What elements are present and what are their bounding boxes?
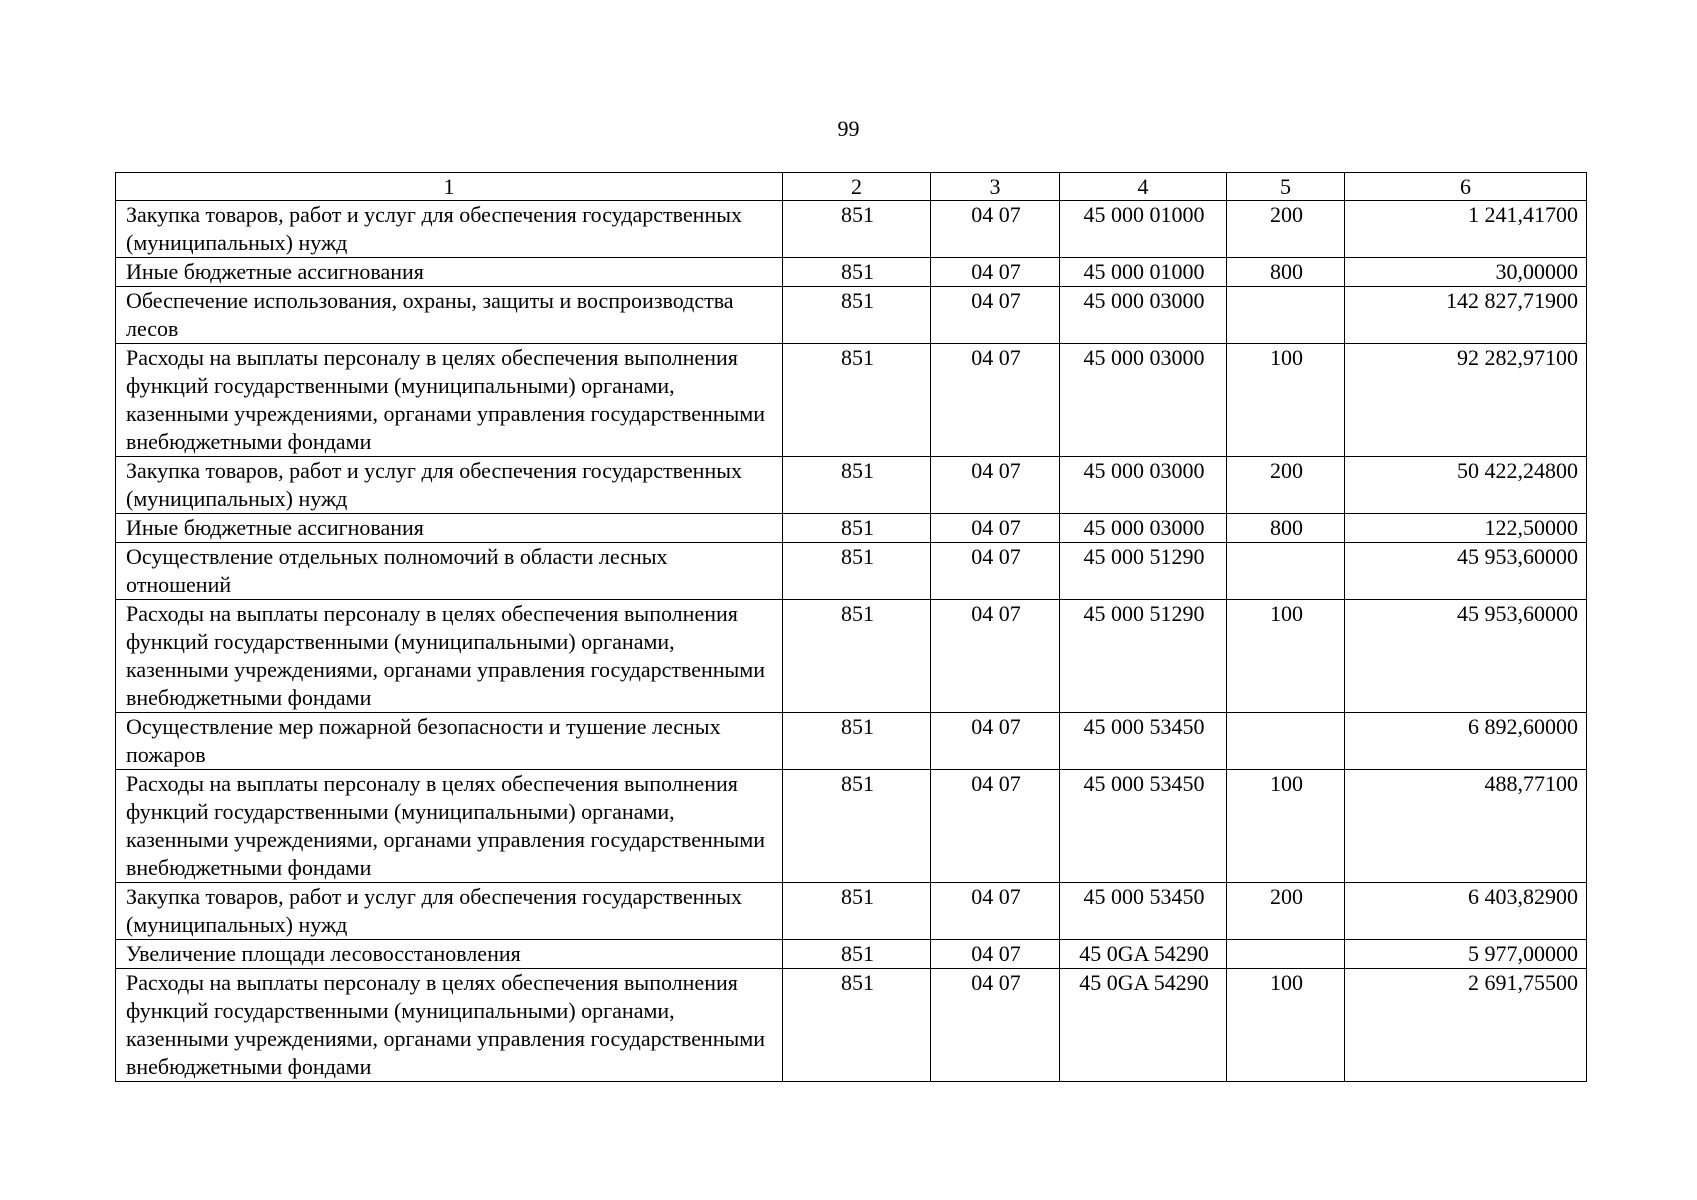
expense-type-cell: 100 — [1227, 969, 1345, 1082]
target-article-cell: 45 000 03000 — [1060, 287, 1227, 344]
expense-name-cell: Иные бюджетные ассигнования — [116, 514, 783, 543]
amount-cell: 1 241,41700 — [1345, 201, 1587, 258]
amount-cell: 50 422,24800 — [1345, 457, 1587, 514]
amount-cell: 2 691,75500 — [1345, 969, 1587, 1082]
expense-type-cell — [1227, 287, 1345, 344]
target-article-cell: 45 000 53450 — [1060, 770, 1227, 883]
expense-name-cell: Расходы на выплаты персоналу в целях обеспечения выполнения функций государственными (муниципальными) органами, казенными учреждениями, органами управления государственными внебюджетными фондами — [116, 600, 783, 713]
section-code-cell: 04 07 — [931, 344, 1060, 457]
target-article-cell: 45 0GA 54290 — [1060, 969, 1227, 1082]
target-article-cell: 45 000 53450 — [1060, 883, 1227, 940]
target-article-cell: 45 000 03000 — [1060, 344, 1227, 457]
expense-type-cell: 100 — [1227, 344, 1345, 457]
section-code-cell: 04 07 — [931, 287, 1060, 344]
expense-name-cell: Увеличение площади лесовосстановления — [116, 940, 783, 969]
table-body — [116, 201, 1587, 1082]
amount-cell: 6 892,60000 — [1345, 713, 1587, 770]
amount-cell: 122,50000 — [1345, 514, 1587, 543]
table-row — [116, 344, 1587, 457]
expense-type-cell — [1227, 713, 1345, 770]
target-article-cell: 45 000 51290 — [1060, 600, 1227, 713]
expense-name-cell: Закупка товаров, работ и услуг для обеспечения государственных (муниципальных) нужд — [116, 457, 783, 514]
section-code-cell: 04 07 — [931, 600, 1060, 713]
expense-type-cell: 200 — [1227, 883, 1345, 940]
header-cell-1: 1 — [116, 173, 783, 201]
expense-type-cell — [1227, 543, 1345, 600]
target-article-cell: 45 0GA 54290 — [1060, 940, 1227, 969]
expense-type-cell: 800 — [1227, 514, 1345, 543]
department-code-cell: 851 — [783, 940, 931, 969]
expense-name-cell: Расходы на выплаты персоналу в целях обеспечения выполнения функций государственными (муниципальными) органами, казенными учреждениями, органами управления государственными внебюджетными фондами — [116, 344, 783, 457]
department-code-cell: 851 — [783, 883, 931, 940]
table-row — [116, 258, 1587, 287]
target-article-cell: 45 000 03000 — [1060, 514, 1227, 543]
expense-type-cell: 100 — [1227, 770, 1345, 883]
budget-table — [115, 172, 1587, 1082]
section-code-cell: 04 07 — [931, 770, 1060, 883]
section-code-cell: 04 07 — [931, 514, 1060, 543]
table-row — [116, 713, 1587, 770]
department-code-cell: 851 — [783, 543, 931, 600]
expense-name-cell: Закупка товаров, работ и услуг для обеспечения государственных (муниципальных) нужд — [116, 883, 783, 940]
expense-name-cell: Осуществление отдельных полномочий в области лесных отношений — [116, 543, 783, 600]
target-article-cell: 45 000 51290 — [1060, 543, 1227, 600]
expense-type-cell: 100 — [1227, 600, 1345, 713]
section-code-cell: 04 07 — [931, 883, 1060, 940]
table-header — [116, 173, 1587, 201]
department-code-cell: 851 — [783, 770, 931, 883]
department-code-cell: 851 — [783, 713, 931, 770]
amount-cell: 45 953,60000 — [1345, 600, 1587, 713]
amount-cell: 488,77100 — [1345, 770, 1587, 883]
header-cell-2: 2 — [783, 173, 931, 201]
department-code-cell: 851 — [783, 600, 931, 713]
header-cell-4: 4 — [1060, 173, 1227, 201]
target-article-cell: 45 000 53450 — [1060, 713, 1227, 770]
section-code-cell: 04 07 — [931, 940, 1060, 969]
expense-name-cell: Осуществление мер пожарной безопасности и тушение лесных пожаров — [116, 713, 783, 770]
table-row — [116, 600, 1587, 713]
table-row — [116, 287, 1587, 344]
target-article-cell: 45 000 03000 — [1060, 457, 1227, 514]
table-row — [116, 770, 1587, 883]
department-code-cell: 851 — [783, 201, 931, 258]
amount-cell: 92 282,97100 — [1345, 344, 1587, 457]
expense-name-cell: Расходы на выплаты персоналу в целях обеспечения выполнения функций государственными (муниципальными) органами, казенными учреждениями, органами управления государственными внебюджетными фондами — [116, 770, 783, 883]
table-row — [116, 514, 1587, 543]
page-number: 99 — [837, 116, 860, 141]
expense-name-cell: Расходы на выплаты персоналу в целях обеспечения выполнения функций государственными (муниципальными) органами, казенными учреждениями, органами управления государственными внебюджетными фондами — [116, 969, 783, 1082]
header-row — [116, 173, 1587, 201]
expense-type-cell — [1227, 940, 1345, 969]
table-row — [116, 883, 1587, 940]
section-code-cell: 04 07 — [931, 969, 1060, 1082]
department-code-cell: 851 — [783, 258, 931, 287]
section-code-cell: 04 07 — [931, 201, 1060, 258]
department-code-cell: 851 — [783, 514, 931, 543]
table-row — [116, 457, 1587, 514]
expense-type-cell: 200 — [1227, 201, 1345, 258]
expense-name-cell: Обеспечение использования, охраны, защиты и воспроизводства лесов — [116, 287, 783, 344]
department-code-cell: 851 — [783, 457, 931, 514]
header-cell-6: 6 — [1345, 173, 1587, 201]
amount-cell: 45 953,60000 — [1345, 543, 1587, 600]
expense-name-cell: Закупка товаров, работ и услуг для обеспечения государственных (муниципальных) нужд — [116, 201, 783, 258]
department-code-cell: 851 — [783, 344, 931, 457]
target-article-cell: 45 000 01000 — [1060, 258, 1227, 287]
amount-cell: 30,00000 — [1345, 258, 1587, 287]
expense-type-cell: 200 — [1227, 457, 1345, 514]
section-code-cell: 04 07 — [931, 713, 1060, 770]
header-cell-3: 3 — [931, 173, 1060, 201]
department-code-cell: 851 — [783, 969, 931, 1082]
section-code-cell: 04 07 — [931, 258, 1060, 287]
department-code-cell: 851 — [783, 287, 931, 344]
table-row — [116, 543, 1587, 600]
amount-cell: 5 977,00000 — [1345, 940, 1587, 969]
target-article-cell: 45 000 01000 — [1060, 201, 1227, 258]
table-row — [116, 940, 1587, 969]
table-row — [116, 201, 1587, 258]
header-cell-5: 5 — [1227, 173, 1345, 201]
section-code-cell: 04 07 — [931, 457, 1060, 514]
amount-cell: 6 403,82900 — [1345, 883, 1587, 940]
table-row — [116, 969, 1587, 1082]
amount-cell: 142 827,71900 — [1345, 287, 1587, 344]
expense-type-cell: 800 — [1227, 258, 1345, 287]
section-code-cell: 04 07 — [931, 543, 1060, 600]
expense-name-cell: Иные бюджетные ассигнования — [116, 258, 783, 287]
